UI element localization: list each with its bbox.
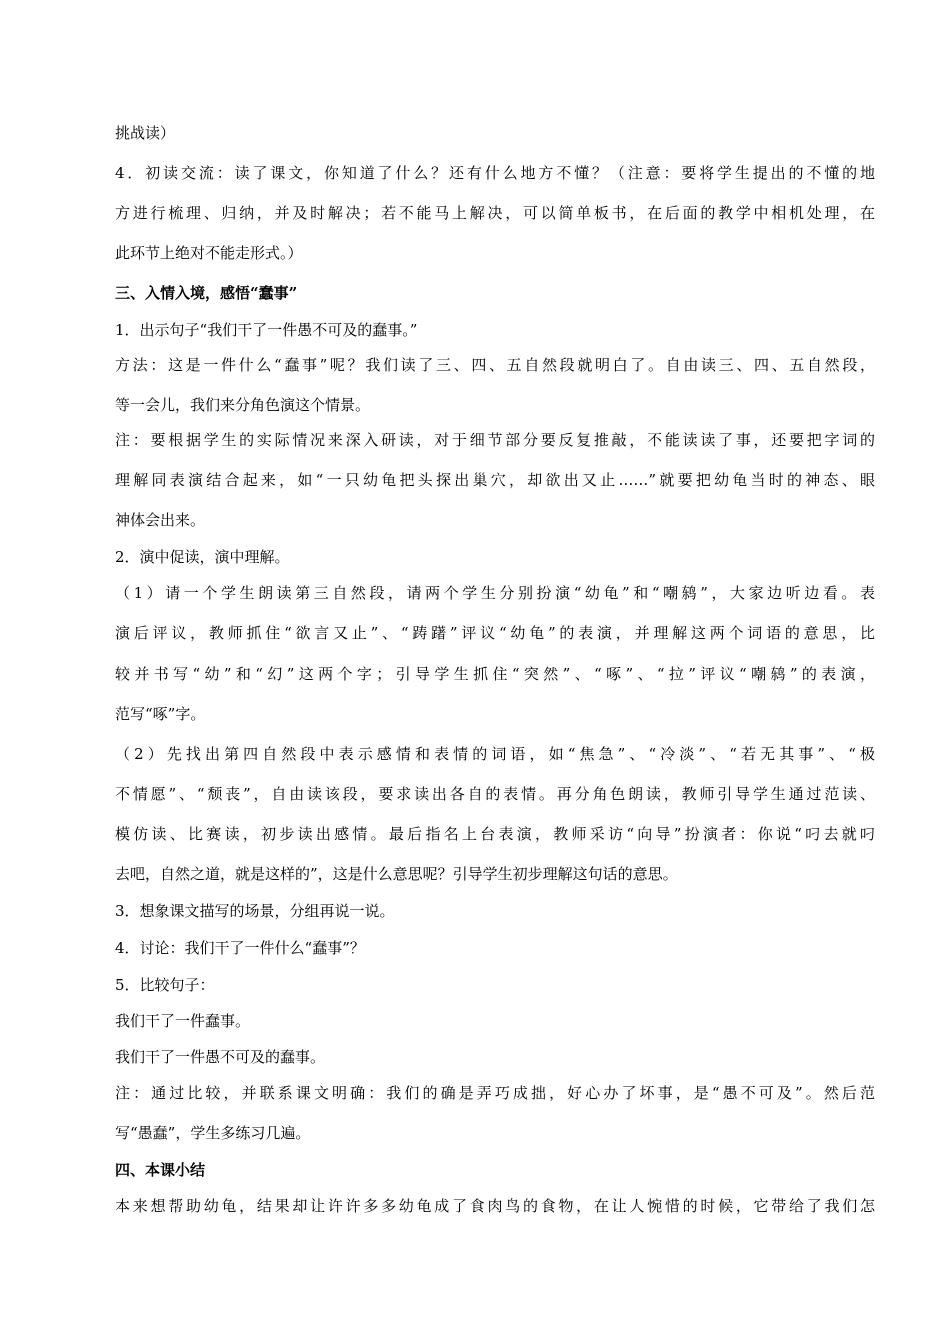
text-line: 不情愿”、“颓丧”，自由读该段，要求读出各自的表情。再分角色朗读，教师引导学生通过范读、 (115, 785, 875, 803)
text-line: 注：通过比较，并联系课文明确：我们的确是弄巧成拙，好心办了坏事，是“愚不可及”。然后范 (115, 1084, 875, 1102)
text-line: 5．比较句子： (115, 976, 215, 994)
text-line: 方进行梳理、归纳，并及时解决；若不能马上解决，可以简单板书，在后面的教学中相机处理，在 (115, 204, 875, 222)
text-line: 4．初读交流：读了课文，你知道了什么？还有什么地方不懂？（注意：要将学生提出的不懂的地 (115, 164, 875, 182)
text-line: 3．想象课文描写的场景，分组再说一说。 (115, 902, 395, 920)
text-line: 我们干了一件愚不可及的蠢事。 (115, 1048, 326, 1066)
text-line: 挑战读） (115, 124, 176, 142)
text-line: （2）先找出第四自然段中表示感情和表情的词语，如“焦急”、“冷淡”、“若无其事”、“极 (115, 745, 875, 763)
text-line: 去吧，自然之道，就是这样的”，这是什么意思呢？引导学生初步理解这句话的意思。 (115, 865, 678, 883)
text-line: （1）请一个学生朗读第三自然段，请两个学生分别扮演“幼龟”和“嘲鸫”，大家边听边看。表 (115, 584, 875, 602)
text-line: 范写“啄”字。 (115, 705, 206, 723)
text-line: 理解同表演结合起来，如“一只幼龟把头探出巢穴，却欲出又止……”就要把幼龟当时的神态、眼 (115, 471, 875, 489)
text-line: 等一会儿，我们来分角色演这个情景。 (115, 396, 371, 414)
text-line: 较并书写“幼”和“幻”这两个字；引导学生抓住“突然”、“啄”、“拉”评议“嘲鸫”的表演， (115, 665, 875, 683)
section-heading: 三、入情入境，感悟“蠢事” (115, 284, 298, 302)
text-line: 2．演中促读，演中理解。 (115, 548, 290, 566)
text-line: 神体会出来。 (115, 511, 206, 529)
text-line: 方法：这是一件什么“蠢事”呢？我们读了三、四、五自然段就明白了。自由读三、四、五自然段， (115, 356, 875, 374)
text-line: 注：要根据学生的实际情况来深入研读，对于细节部分要反复推敲，不能读读了事，还要把字词的 (115, 431, 875, 449)
text-line: 此环节上绝对不能走形式。） (115, 244, 303, 262)
text-line: 1．出示句子“我们干了一件愚不可及的蠢事。” (115, 321, 418, 339)
text-line: 模仿读、比赛读，初步读出感情。最后指名上台表演，教师采访“向导”扮演者：你说“叼去就叼 (115, 825, 875, 843)
text-line: 我们干了一件蠢事。 (115, 1012, 251, 1030)
text-line: 写“愚蠢”，学生多练习几遍。 (115, 1124, 311, 1142)
text-line: 演后评议，教师抓住“欲言又止”、“踌躇”评议“幼龟”的表演，并理解这两个词语的意思，比 (115, 624, 875, 642)
text-line: 4．讨论：我们干了一件什么“蠢事”？ (115, 939, 365, 957)
section-heading: 四、本课小结 (115, 1161, 206, 1179)
text-line: 本来想帮助幼龟，结果却让许许多多幼龟成了食肉鸟的食物，在让人惋惜的时候，它带给了我们怎 (115, 1197, 875, 1215)
